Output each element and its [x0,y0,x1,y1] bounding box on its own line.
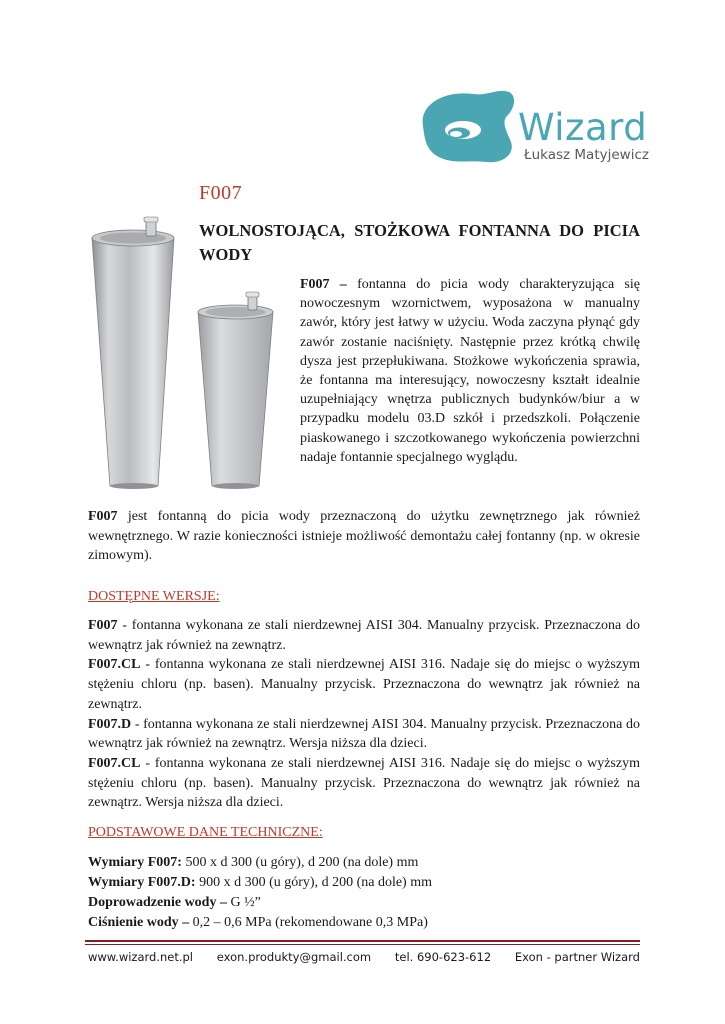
intro-text: fontanna do picia wody charakteryzująca się nowoczesnym wzornictwem, wyposażona w manualny zawór, który jest łatwy w użyciu. Woda zaczyna płynąć gdy zawór zostanie naciśnięty. Następnie przez krótką chwilę dysza jest przepłukiwana. Stożkowe wykończenia sprawia, że fontanna ma interesujący, nowoczesny kształt idealnie uzupełniający wnętrza publicznych budynków/biur a w przypadku modelu 03.D szkół i przedszkoli. Połączenie piaskowanego i szczotkowanego wykończenia powierzchni nadaje fontannie specjalnego wyglądu. [300,277,640,465]
versions-list [88,616,640,813]
product-code: F007 [199,182,243,204]
footer-website[interactable]: www.wizard.net.pl [88,950,194,964]
version-code: F007.CL [88,657,141,673]
specs-list [88,853,640,933]
version-text: - fontanna wykonana ze stali nierdzewnej AISI 316. Nadaje się do miejsc o wyższym stężeniu chloru (np. basen). Manualny przycisk. Przeznaczona do wewnątrz jak również na zewnątrz. Wersja niższa dla dzieci. [88,755,640,811]
footer-phone: tel. 690-623-612 [394,950,492,964]
specs-heading: PODSTAWOWE DANE TECHNICZNE: [88,825,323,840]
footer-divider-thin [85,944,640,945]
version-item [88,754,640,813]
spec-item [88,913,640,933]
footer-partner: Exon - partner Wizard [514,950,640,964]
spec-value: G ½” [226,895,261,910]
spec-item [88,873,640,893]
footer-divider [85,940,640,942]
version-text: - fontanna wykonana ze stali nierdzewnej AISI 304. Manualny przycisk. Przeznaczona do wewnątrz jak również na zewnątrz. Wersja niższa dla dzieci. [88,716,640,752]
footer [88,950,640,964]
intro-code: F007 – [300,277,347,292]
spec-label: Wymiary F007: [88,855,182,870]
version-code: F007.D [88,716,132,732]
spec-label: Ciśnienie wody – [88,915,190,930]
spec-value: 900 x d 300 (u góry), d 200 (na dole) mm [195,875,432,890]
versions-heading: DOSTĘPNE WERSJE: [88,589,220,604]
spec-label: Doprowadzenie wody – [88,895,227,910]
spec-label: Wymiary F007.D: [88,875,196,890]
version-text: - fontanna wykonana ze stali nierdzewnej AISI 304. Manualny przycisk. Przeznaczona do wewnątrz jak również na zewnątrz. [88,618,640,653]
product-title: WOLNOSTOJĄCA, STOŻKOWA FONTANNA DO PICIA WODY [199,221,640,264]
spec-item [88,853,640,873]
brand-subtitle: Łukasz Matyjewicz [524,147,649,163]
fountain-product-image [88,208,293,503]
footer-email[interactable]: exon.produkty@gmail.com [216,950,372,964]
usage-paragraph [88,507,640,566]
spec-value: 500 x d 300 (u góry), d 200 (na dole) mm [181,855,419,870]
version-item [88,715,640,754]
version-code: F007 [88,618,118,633]
version-item [88,616,640,655]
usage-code: F007 [88,509,118,524]
version-text: - fontanna wykonana ze stali nierdzewnej AISI 316. Nadaje się do miejsc o wyższym stężeniu chloru (np. basen). Manualny przycisk. Przeznaczona do wewnątrz jak również na zewnątrz. [88,657,640,712]
brand-name: Wizard [518,106,648,149]
spec-item [88,893,640,913]
intro-paragraph [300,275,640,467]
version-code: F007.CL [88,755,141,771]
usage-text: jest fontanną do picia wody przeznaczoną do użytku zewnętrznego jak również wewnętrznego. W razie konieczności istnieje możliwość demontażu całej fontanny (np. w okresie zimowym). [88,509,640,564]
version-item [88,655,640,714]
spec-value: 0,2 – 0,6 MPa (rekomendowane 0,3 MPa) [189,915,428,930]
